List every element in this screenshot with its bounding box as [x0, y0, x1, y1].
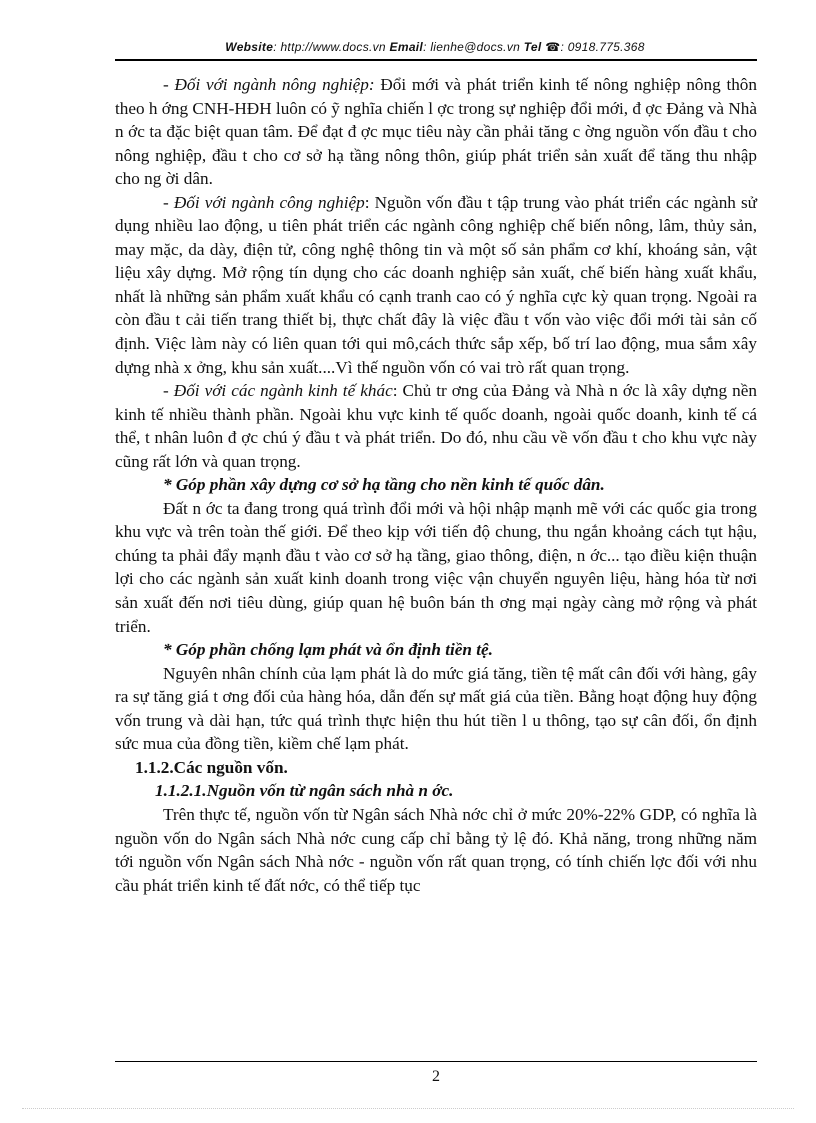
phone-icon: ☎	[545, 40, 561, 54]
paragraph-industry	[115, 191, 757, 379]
paragraph-text: Đổi mới và phát triển kinh tế nông nghiệp nông thôn theo h ớng CNH-HĐH luôn có ỹ nghĩa chiến l ợc trong sự nghiệp đổi mới, đ ợc Đảng và Nhà n ớc ta đặc biệt quan tâm. Để đạt đ ợc mục tiêu này cần phải tăng c ờng nguồn vốn đầu t cho nông nghiệp, đầu t cho cơ sở hạ tầng nông thôn, giúp phát triển sản xuất để tăng thu nhập cho ng ời dân.	[115, 75, 757, 189]
subsection-heading: 1.1.2.1.Nguồn vốn từ ngân sách nhà n ớc.	[155, 781, 454, 801]
section-heading: 1.1.2.Các nguồn vốn.	[135, 757, 288, 777]
page-header	[115, 40, 755, 54]
website-url[interactable]: : http://www.docs.vn	[273, 40, 386, 54]
website-label: Website	[225, 40, 274, 54]
page-bottom-dotted-line	[22, 1108, 794, 1109]
paragraph-lead: - Đối với các ngành kinh tế khác	[163, 381, 393, 401]
email-address[interactable]: : lienhe@docs.vn	[423, 40, 521, 54]
paragraph-text: : Chủ tr ơng của Đảng và Nhà n ớc là xây dựng nền kinh tế nhiều thành phần. Ngoài khu vực kinh tế quốc doanh, ngoài quốc doanh, kinh tế cá thể, t nhân luôn đ ợc chú ý đầu t và phát triển. Do đó, nhu cầu về vốn đầu t cho khu vực này cũng rất lớn và quan trọng.	[115, 381, 757, 471]
paragraph-infrastructure: Đất n ớc ta đang trong quá trình đổi mới và hội nhập mạnh mẽ với các quốc gia trong khu vực và trên toàn thế giới. Để theo kịp với tiến độ chung, thu ngắn khoảng cách tụt hậu, chúng ta phải đẩy mạnh đầu t vào cơ sở hạ tầng, giao thông, điện, n ớc... tạo điều kiện thuận lợi cho các ngành sản xuất kinh doanh trong việc vận chuyển nguyên liệu, hàng hóa từ nơi sản xuất đến nơi tiêu dùng, giúp quan hệ buôn bán th ơng mại ngày càng mở rộng và phát triển.	[115, 498, 757, 636]
heading-inflation: * Góp phần chống lạm phát và ổn định tiền tệ.	[163, 640, 493, 660]
paragraph-agriculture	[115, 73, 757, 191]
footer-divider	[115, 1061, 757, 1062]
document-body	[115, 73, 757, 897]
tel-number: : 0918.775.368	[560, 40, 645, 54]
paragraph-lead: - Đối với ngành công nghiệp	[163, 192, 365, 212]
paragraph-other-sectors	[115, 379, 757, 473]
tel-label: Tel	[523, 40, 542, 54]
paragraph-inflation: Nguyên nhân chính của lạm phát là do mức giá tăng, tiền tệ mất cân đối với hàng, gây ra sự tăng giá t ơng đối của hàng hóa, dẫn đến sự mất giá của tiền. Bằng hoạt động huy động vốn trung và dài hạn, tức quá trình thực hiện thu hút tiền l u thông, tạo sự cân đối, ổn định sức mua của đồng tiền, kiềm chế lạm phát.	[115, 663, 757, 754]
paragraph-text: : Nguồn vốn đầu t tập trung vào phát triển các ngành sử dụng nhiều lao động, u tiên phát triển các ngành công nghiệp chế biến nông, lâm, thủy sản, may mặc, da dày, điện tử, công nghệ thông tin và một số sản phẩm cơ khí, khoáng sản, vật liệu xây dựng. Mở rộng tín dụng cho các doanh nghiệp sản xuất, chế biến hàng xuất khẩu, nhất là những sản phẩm xuất khẩu có cạnh tranh cao có ý nghĩa cực kỳ quan trọng. Ngoài ra còn đầu t cải tiến trang thiết bị, thực chất đây là việc đầu t vốn vào việc đổi mới tài sản cố định. Việc làm này có liên quan tới qui mô,cách thức sắp xếp, bố trí lao động, mua sắm xây dựng nhà x ởng, khu sản xuất....Vì thế nguồn vốn có vai trò rất quan trọng.	[115, 192, 757, 377]
paragraph-lead: - Đối với ngành nông nghiệp:	[163, 75, 375, 94]
header-divider	[115, 59, 757, 61]
email-label: Email	[389, 40, 424, 54]
paragraph-state-budget: Trên thực tế, nguồn vốn từ Ngân sách Nhà nớc chỉ ở mức 20%-22% GDP, có nghĩa là nguồn vốn do Ngân sách Nhà nớc cung cấp chỉ bằng tỷ lệ đó. Khả năng, trong những năm tới nguồn vốn Ngân sách Nhà nớc - nguồn vốn rất quan trọng, có tính chiến lợc đối với nhu cầu phát triển kinh tế đất nớc, có thể tiếp tục	[115, 804, 757, 895]
heading-infrastructure: * Góp phần xây dựng cơ sở hạ tầng cho nền kinh tế quốc dân.	[163, 475, 605, 495]
page-number: 2	[432, 1068, 440, 1085]
